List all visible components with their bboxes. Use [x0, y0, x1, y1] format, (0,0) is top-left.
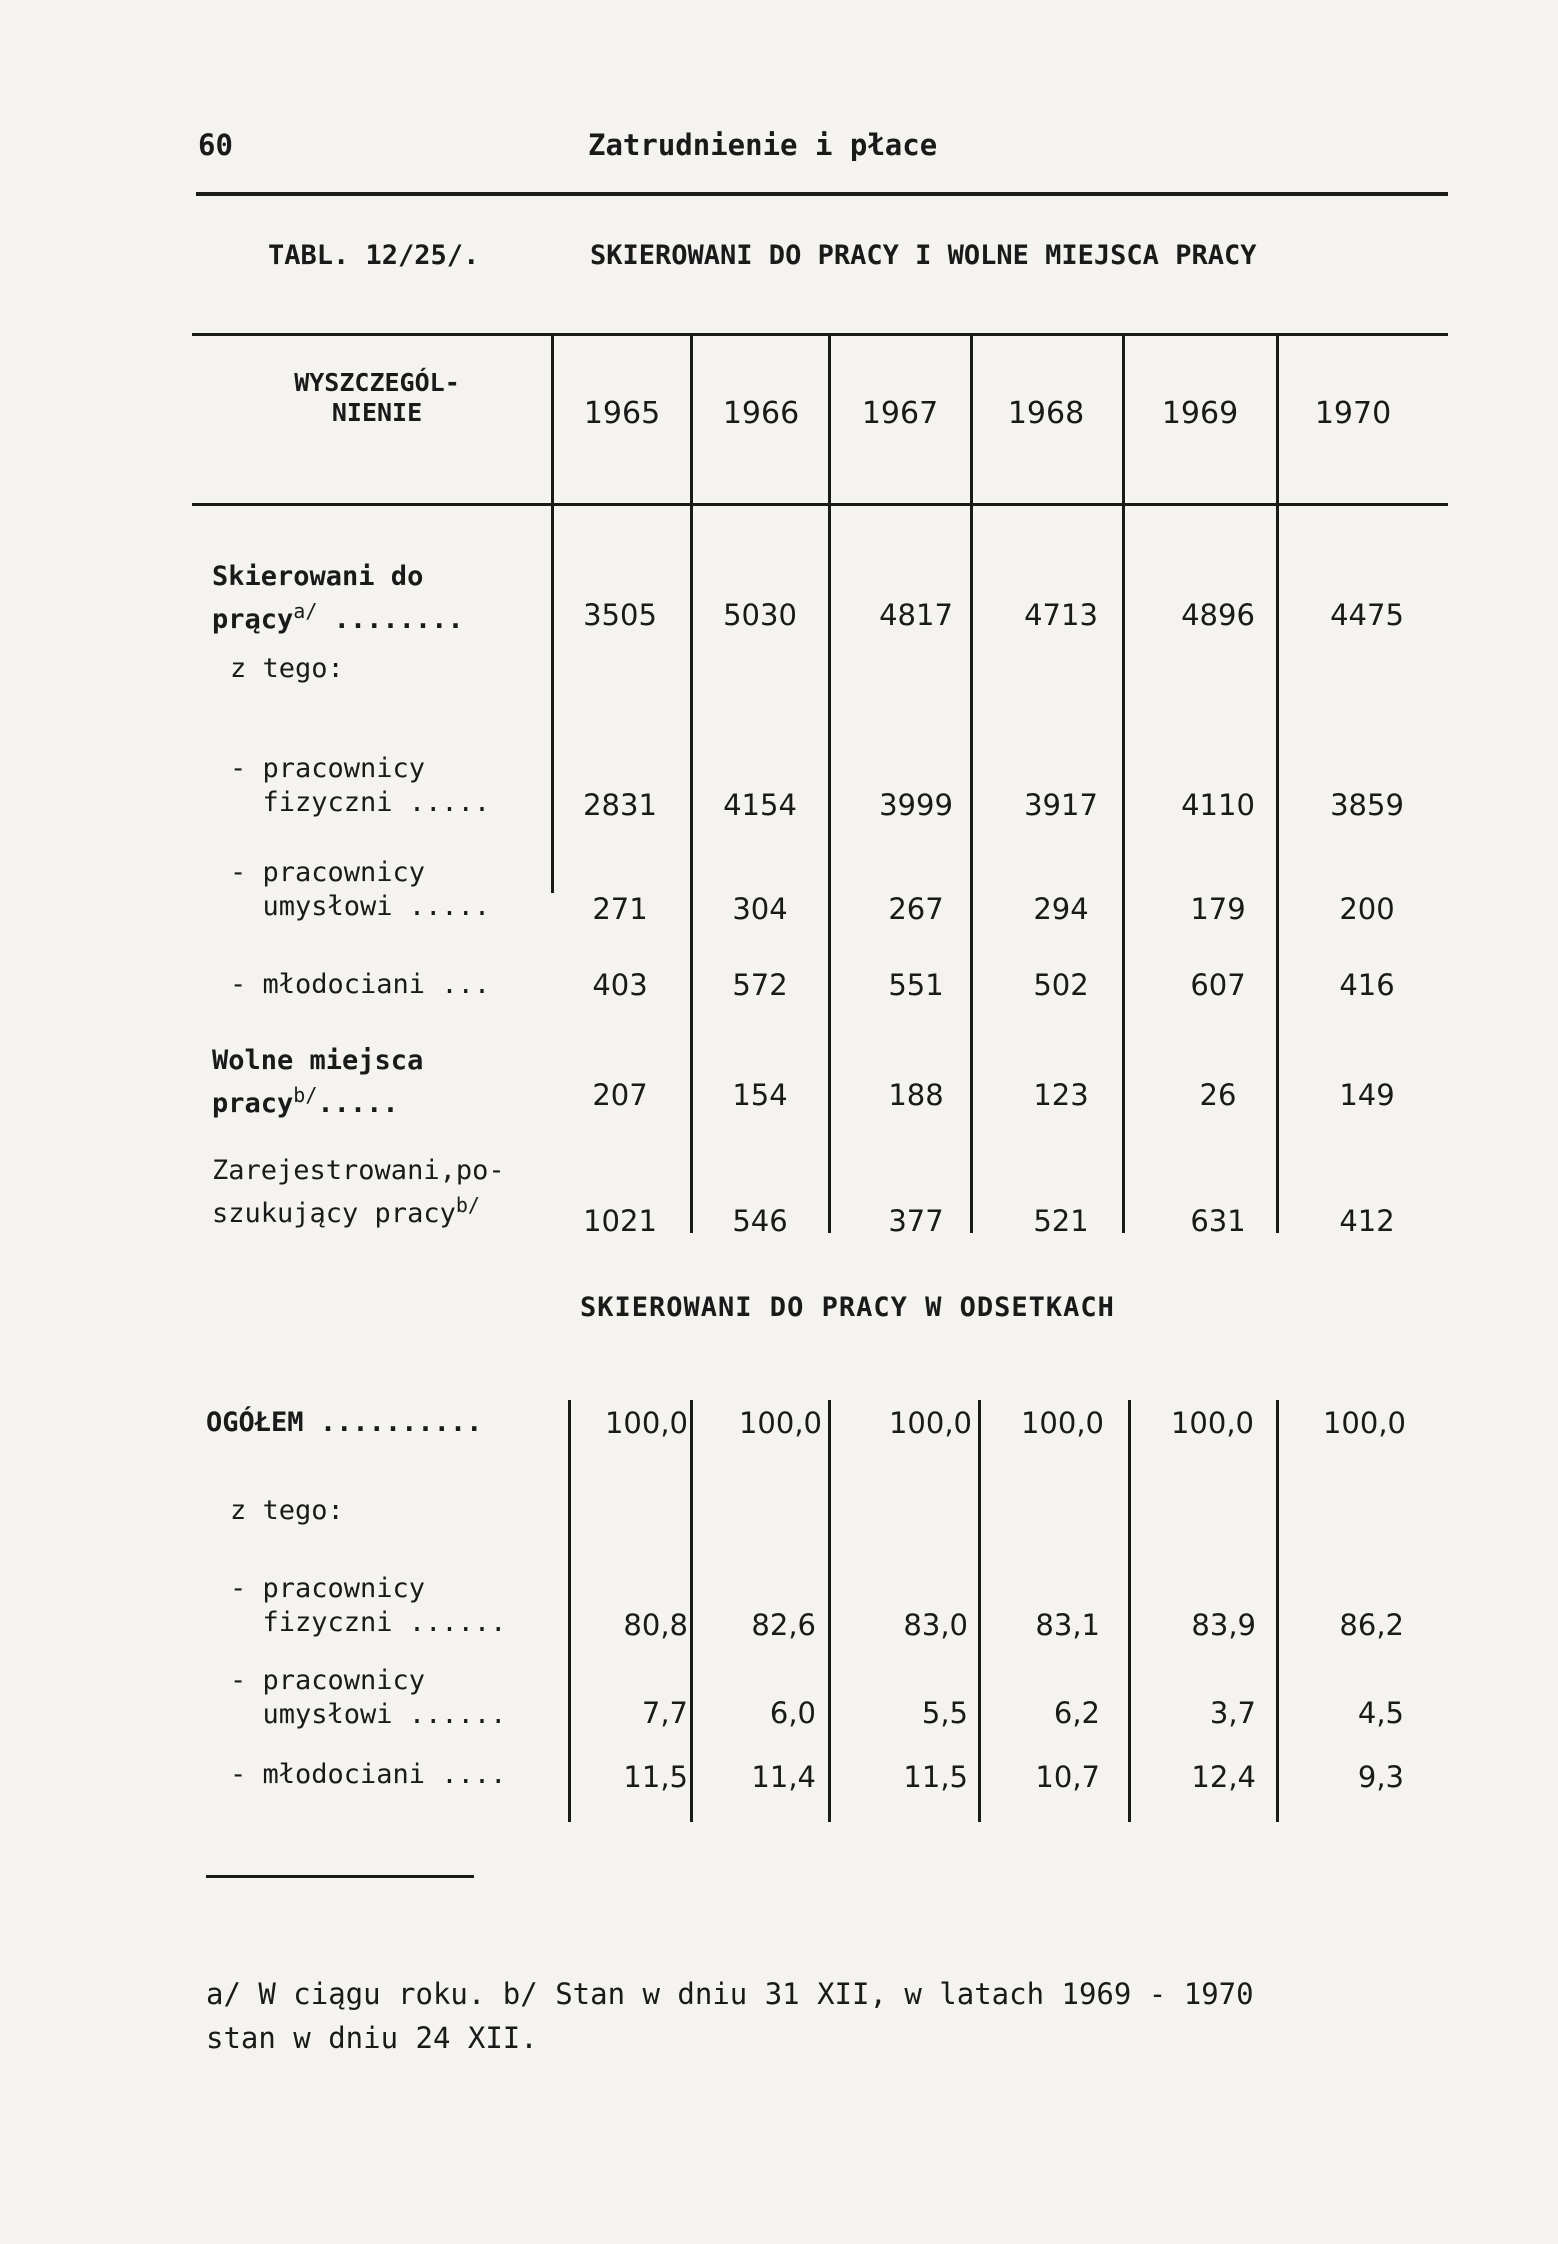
table-cell: 26: [1199, 1078, 1237, 1112]
table-top-rule: [192, 333, 1448, 336]
table-cell: 123: [1033, 1078, 1089, 1112]
table-cell: 294: [1033, 892, 1089, 926]
col-divider: [978, 1400, 981, 1822]
table-cell: 207: [592, 1078, 648, 1112]
table-cell: 12,4: [1191, 1760, 1256, 1794]
table-cell: 6,2: [1053, 1696, 1100, 1730]
table-cell: 4110: [1181, 788, 1255, 822]
footnote-rule: [206, 1875, 474, 1878]
col-divider: [1276, 1400, 1279, 1822]
table-cell: 502: [1033, 968, 1089, 1002]
table-cell: 3505: [583, 598, 657, 632]
table-cell: 154: [732, 1078, 788, 1112]
table-cell: 607: [1190, 968, 1246, 1002]
section-subtitle: SKIEROWANI DO PRACY W ODSETKACH: [580, 1292, 1115, 1323]
table-cell: 83,9: [1191, 1608, 1256, 1642]
row-label: OGÓŁEM ..........: [206, 1407, 483, 1438]
table-cell: 546: [732, 1204, 788, 1238]
table-cell: 100,0: [604, 1406, 688, 1440]
table-cell: 4896: [1181, 598, 1255, 632]
year-header: 1969: [1161, 396, 1239, 431]
table-cell: 83,1: [1035, 1608, 1100, 1642]
table-cell: 631: [1190, 1204, 1246, 1238]
table-cell: 1021: [583, 1204, 657, 1238]
year-header: 1967: [861, 396, 939, 431]
row-label: - pracownicy umysłowi ......: [230, 1665, 507, 1730]
table-cell: 3859: [1330, 788, 1404, 822]
row-label: - pracownicy umysłowi .....: [230, 857, 491, 922]
table-cell: 521: [1033, 1204, 1089, 1238]
header-rule: [196, 192, 1448, 196]
table-cell: 100,0: [1322, 1406, 1406, 1440]
row-label: - młodociani ...: [230, 969, 491, 1000]
year-header: 1968: [1007, 396, 1085, 431]
footnote: a/ W ciągu roku. b/ Stan w dniu 31 XII, w latach 1969 - 1970 stan w dniu 24 XII.: [206, 1977, 1254, 2055]
table-cell: 82,6: [751, 1608, 816, 1642]
table-cell: 100,0: [1020, 1406, 1104, 1440]
table-cell: 9,3: [1357, 1760, 1404, 1794]
page-number: 60: [198, 128, 233, 162]
year-header: 1966: [722, 396, 800, 431]
row-label: - pracownicy fizyczni ......: [230, 1573, 507, 1638]
table-cell: 100,0: [888, 1406, 972, 1440]
table-cell: 4154: [723, 788, 797, 822]
table-cell: 271: [592, 892, 648, 926]
table-cell: 11,5: [903, 1760, 968, 1794]
table-cell: 551: [888, 968, 944, 1002]
table-cell: 11,5: [623, 1760, 688, 1794]
table-cell: 403: [592, 968, 648, 1002]
table-cell: 267: [888, 892, 944, 926]
stub-header: WYSZCZEGÓL- NIENIE: [294, 368, 460, 427]
col-divider: [828, 1400, 831, 1822]
table-cell: 412: [1339, 1204, 1395, 1238]
table-cell: 304: [732, 892, 788, 926]
table-id: TABL. 12/25/.: [268, 240, 480, 271]
table-head-rule: [192, 503, 1448, 506]
row-label: z tego:: [230, 1495, 344, 1526]
table-cell: 3,7: [1209, 1696, 1256, 1730]
table-cell: 7,7: [641, 1696, 688, 1730]
table-cell: 100,0: [1170, 1406, 1254, 1440]
table-cell: 4817: [879, 598, 953, 632]
table-cell: 4713: [1024, 598, 1098, 632]
table-cell: 3999: [879, 788, 953, 822]
table-cell: 4475: [1330, 598, 1404, 632]
col-divider: [690, 1400, 693, 1822]
row-label: z tego:: [230, 653, 344, 684]
table-cell: 188: [888, 1078, 944, 1112]
table-cell: 5,5: [921, 1696, 968, 1730]
year-header: 1965: [583, 396, 661, 431]
table-cell: 83,0: [903, 1608, 968, 1642]
table-cell: 80,8: [623, 1608, 688, 1642]
table-cell: 11,4: [751, 1760, 816, 1794]
table-cell: 377: [888, 1204, 944, 1238]
col-divider: [1128, 1400, 1131, 1822]
table-cell: 10,7: [1035, 1760, 1100, 1794]
row-label: Skierowani do prący$^{a/}$ ........: [212, 561, 464, 635]
table-cell: 4,5: [1357, 1696, 1404, 1730]
row-label: Wolne miejsca pracy$^{b/}$.....: [212, 1045, 424, 1119]
table-cell: 6,0: [769, 1696, 816, 1730]
running-title: Zatrudnienie i płace: [588, 128, 938, 162]
row-label: Zarejestrowani,po- szukujący pracy$^{b/}$: [212, 1155, 505, 1229]
table-cell: 179: [1190, 892, 1246, 926]
table-title: SKIEROWANI DO PRACY I WOLNE MIEJSCA PRACY: [590, 240, 1257, 271]
table-cell: 149: [1339, 1078, 1395, 1112]
table-cell: 5030: [723, 598, 797, 632]
row-label: - młodociani ....: [230, 1759, 507, 1790]
table-cell: 572: [732, 968, 788, 1002]
table-cell: 100,0: [738, 1406, 822, 1440]
table-cell: 86,2: [1339, 1608, 1404, 1642]
table-cell: 200: [1339, 892, 1395, 926]
table-cell: 416: [1339, 968, 1395, 1002]
table-cell: 2831: [583, 788, 657, 822]
year-header: 1970: [1314, 396, 1392, 431]
row-label: - pracownicy fizyczni .....: [230, 753, 491, 818]
table-cell: 3917: [1024, 788, 1098, 822]
